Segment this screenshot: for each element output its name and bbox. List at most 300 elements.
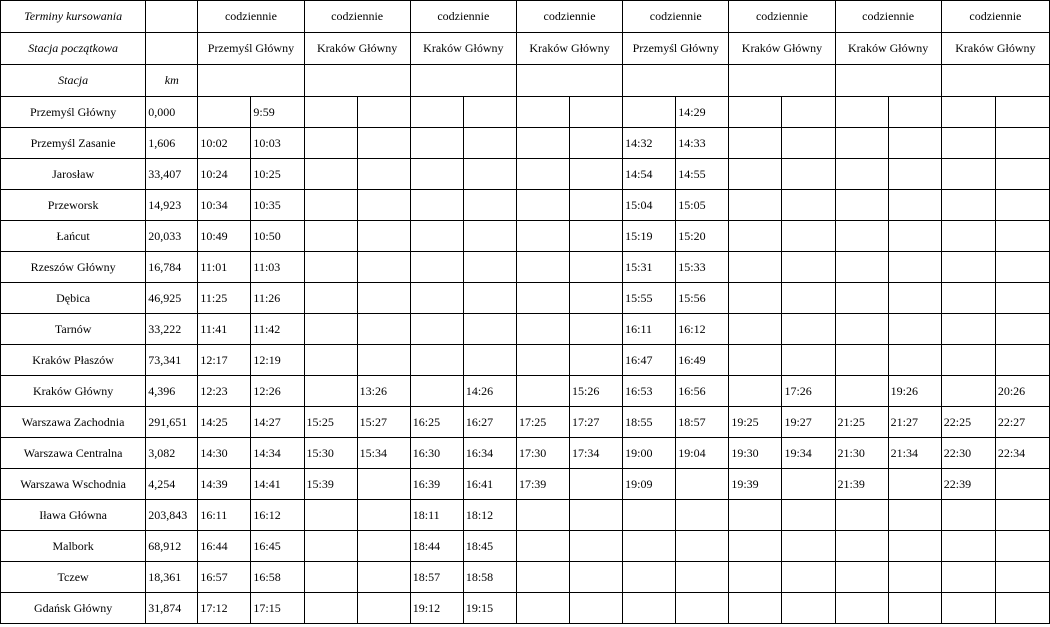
start-station-cell: Kraków Główny — [729, 33, 835, 65]
departure-time: 9:59 — [251, 97, 304, 128]
station-name: Przeworsk — [1, 190, 146, 221]
departure-time — [676, 469, 729, 500]
departure-time — [888, 252, 941, 283]
table-row — [1, 531, 1050, 562]
departure-time — [888, 190, 941, 221]
arrival-time — [941, 376, 995, 407]
departure-time: 16:12 — [251, 500, 304, 531]
station-name: Tarnów — [1, 314, 146, 345]
arrival-time — [516, 190, 569, 221]
table-row — [1, 345, 1050, 376]
arrival-time: 10:24 — [198, 159, 251, 190]
arrival-time — [516, 221, 569, 252]
arrival-time — [941, 345, 995, 376]
arrival-time — [835, 314, 888, 345]
arrival-time — [729, 376, 782, 407]
departure-time: 22:27 — [995, 407, 1049, 438]
arrival-time: 18:55 — [623, 407, 676, 438]
table-row — [1, 97, 1050, 128]
arrival-time — [516, 97, 569, 128]
arrival-time — [835, 190, 888, 221]
arrival-time — [623, 593, 676, 624]
arrival-time — [941, 252, 995, 283]
arrival-time — [516, 562, 569, 593]
empty-cell — [729, 65, 835, 97]
departure-time: 14:27 — [251, 407, 304, 438]
arrival-time — [729, 593, 782, 624]
departure-time: 16:49 — [676, 345, 729, 376]
arrival-time — [304, 314, 357, 345]
departure-time: 17:26 — [782, 376, 835, 407]
arrival-time — [729, 252, 782, 283]
arrival-time — [835, 345, 888, 376]
term-cell: codziennie — [623, 1, 729, 33]
empty-cell — [304, 65, 410, 97]
arrival-time — [729, 190, 782, 221]
arrival-time: 17:25 — [516, 407, 569, 438]
arrival-time — [304, 252, 357, 283]
km-value: 46,925 — [146, 283, 198, 314]
arrival-time — [304, 221, 357, 252]
arrival-time: 15:39 — [304, 469, 357, 500]
arrival-time — [516, 500, 569, 531]
departure-time: 15:56 — [676, 283, 729, 314]
arrival-time — [516, 345, 569, 376]
arrival-time — [729, 314, 782, 345]
arrival-time — [835, 252, 888, 283]
departure-time: 15:05 — [676, 190, 729, 221]
departure-time — [782, 190, 835, 221]
arrival-time — [516, 128, 569, 159]
departure-time — [463, 221, 516, 252]
term-cell: codziennie — [729, 1, 835, 33]
departure-time — [463, 190, 516, 221]
arrival-time — [941, 562, 995, 593]
departure-time: 14:41 — [251, 469, 304, 500]
departure-time: 19:04 — [676, 438, 729, 469]
arrival-time: 18:57 — [410, 562, 463, 593]
arrival-time: 12:17 — [198, 345, 251, 376]
departure-time — [995, 345, 1049, 376]
departure-time — [570, 252, 623, 283]
departure-time — [357, 314, 410, 345]
km-value: 14,923 — [146, 190, 198, 221]
arrival-time: 15:25 — [304, 407, 357, 438]
station-name: Warszawa Centralna — [1, 438, 146, 469]
arrival-time — [941, 531, 995, 562]
departure-time: 17:15 — [251, 593, 304, 624]
start-station-cell: Kraków Główny — [304, 33, 410, 65]
departure-time — [995, 469, 1049, 500]
arrival-time: 15:31 — [623, 252, 676, 283]
arrival-time: 16:11 — [623, 314, 676, 345]
table-row — [1, 159, 1050, 190]
departure-time: 16:45 — [251, 531, 304, 562]
arrival-time — [304, 97, 357, 128]
table-row — [1, 283, 1050, 314]
arrival-time: 21:39 — [835, 469, 888, 500]
table-row — [1, 469, 1050, 500]
arrival-time — [729, 97, 782, 128]
arrival-time: 16:57 — [198, 562, 251, 593]
km-value: 31,874 — [146, 593, 198, 624]
arrival-time — [729, 500, 782, 531]
header-row-start — [1, 33, 1050, 65]
arrival-time: 17:30 — [516, 438, 569, 469]
arrival-time — [304, 283, 357, 314]
arrival-time — [304, 190, 357, 221]
departure-time: 18:57 — [676, 407, 729, 438]
departure-time — [570, 314, 623, 345]
departure-time: 19:26 — [888, 376, 941, 407]
departure-time — [463, 345, 516, 376]
departure-time: 18:12 — [463, 500, 516, 531]
departure-time: 11:42 — [251, 314, 304, 345]
arrival-time — [304, 531, 357, 562]
arrival-time: 14:39 — [198, 469, 251, 500]
arrival-time — [623, 500, 676, 531]
departure-time: 12:19 — [251, 345, 304, 376]
km-value: 33,407 — [146, 159, 198, 190]
arrival-time — [835, 283, 888, 314]
departure-time — [676, 562, 729, 593]
arrival-time: 14:25 — [198, 407, 251, 438]
header-row-station — [1, 65, 1050, 97]
arrival-time — [623, 97, 676, 128]
departure-time: 14:33 — [676, 128, 729, 159]
departure-time — [463, 159, 516, 190]
departure-time — [570, 345, 623, 376]
departure-time: 18:58 — [463, 562, 516, 593]
departure-time — [357, 593, 410, 624]
departure-time — [570, 562, 623, 593]
arrival-time — [410, 97, 463, 128]
departure-time: 17:34 — [570, 438, 623, 469]
arrival-time: 19:25 — [729, 407, 782, 438]
departure-time — [888, 562, 941, 593]
arrival-time — [198, 97, 251, 128]
departure-time: 16:56 — [676, 376, 729, 407]
arrival-time — [410, 128, 463, 159]
arrival-time — [623, 531, 676, 562]
station-name: Przemyśl Główny — [1, 97, 146, 128]
start-station-cell: Przemyśl Główny — [623, 33, 729, 65]
departure-time — [357, 190, 410, 221]
terms-label: Terminy kursowania — [1, 1, 146, 33]
arrival-time: 16:30 — [410, 438, 463, 469]
departure-time: 16:41 — [463, 469, 516, 500]
station-name: Kraków Płaszów — [1, 345, 146, 376]
station-name: Tczew — [1, 562, 146, 593]
arrival-time — [941, 190, 995, 221]
station-name: Łańcut — [1, 221, 146, 252]
term-cell: codziennie — [516, 1, 622, 33]
km-value: 4,254 — [146, 469, 198, 500]
km-value: 4,396 — [146, 376, 198, 407]
departure-time — [995, 283, 1049, 314]
departure-time — [888, 469, 941, 500]
arrival-time: 16:39 — [410, 469, 463, 500]
departure-time: 19:15 — [463, 593, 516, 624]
arrival-time — [304, 500, 357, 531]
table-row — [1, 128, 1050, 159]
term-cell: codziennie — [198, 1, 304, 33]
km-label: km — [146, 65, 198, 97]
arrival-time: 22:30 — [941, 438, 995, 469]
arrival-time — [410, 252, 463, 283]
departure-time — [463, 97, 516, 128]
arrival-time — [516, 531, 569, 562]
departure-time: 15:34 — [357, 438, 410, 469]
km-value: 3,082 — [146, 438, 198, 469]
departure-time — [888, 283, 941, 314]
departure-time — [463, 314, 516, 345]
departure-time — [570, 190, 623, 221]
station-name: Warszawa Zachodnia — [1, 407, 146, 438]
arrival-time: 19:00 — [623, 438, 676, 469]
departure-time — [570, 500, 623, 531]
arrival-time: 17:39 — [516, 469, 569, 500]
departure-time — [357, 159, 410, 190]
departure-time — [357, 283, 410, 314]
term-cell: codziennie — [304, 1, 410, 33]
km-value: 20,033 — [146, 221, 198, 252]
table-row — [1, 221, 1050, 252]
arrival-time — [623, 562, 676, 593]
departure-time — [570, 469, 623, 500]
table-row — [1, 500, 1050, 531]
start-station-cell: Przemyśl Główny — [198, 33, 304, 65]
empty-cell — [146, 33, 198, 65]
arrival-time — [729, 562, 782, 593]
departure-time: 10:35 — [251, 190, 304, 221]
km-value: 291,651 — [146, 407, 198, 438]
station-label: Stacja — [1, 65, 146, 97]
km-value: 16,784 — [146, 252, 198, 283]
station-name: Rzeszów Główny — [1, 252, 146, 283]
departure-time — [782, 283, 835, 314]
station-name: Kraków Główny — [1, 376, 146, 407]
start-station-cell: Kraków Główny — [410, 33, 516, 65]
departure-time — [888, 314, 941, 345]
departure-time: 19:34 — [782, 438, 835, 469]
arrival-time — [304, 593, 357, 624]
departure-time — [782, 314, 835, 345]
departure-time — [782, 500, 835, 531]
arrival-time: 19:30 — [729, 438, 782, 469]
term-cell: codziennie — [410, 1, 516, 33]
start-station-cell: Kraków Główny — [941, 33, 1049, 65]
departure-time — [570, 159, 623, 190]
arrival-time — [941, 500, 995, 531]
departure-time: 10:50 — [251, 221, 304, 252]
departure-time: 14:55 — [676, 159, 729, 190]
departure-time — [463, 128, 516, 159]
arrival-time — [835, 376, 888, 407]
departure-time — [782, 159, 835, 190]
arrival-time — [516, 159, 569, 190]
arrival-time: 14:54 — [623, 159, 676, 190]
arrival-time: 16:53 — [623, 376, 676, 407]
station-name: Przemyśl Zasanie — [1, 128, 146, 159]
departure-time — [357, 252, 410, 283]
arrival-time — [835, 159, 888, 190]
departure-time — [995, 314, 1049, 345]
arrival-time — [729, 221, 782, 252]
arrival-time — [410, 376, 463, 407]
departure-time — [995, 562, 1049, 593]
departure-time: 22:34 — [995, 438, 1049, 469]
departure-time — [357, 531, 410, 562]
departure-time — [782, 97, 835, 128]
arrival-time: 15:19 — [623, 221, 676, 252]
arrival-time — [304, 159, 357, 190]
departure-time: 14:26 — [463, 376, 516, 407]
departure-time: 21:27 — [888, 407, 941, 438]
arrival-time: 18:44 — [410, 531, 463, 562]
departure-time — [357, 128, 410, 159]
header-row-terms — [1, 1, 1050, 33]
table-row — [1, 376, 1050, 407]
arrival-time — [729, 283, 782, 314]
arrival-time — [516, 252, 569, 283]
arrival-time — [304, 562, 357, 593]
arrival-time — [516, 593, 569, 624]
departure-time — [888, 128, 941, 159]
table-row — [1, 562, 1050, 593]
departure-time: 17:27 — [570, 407, 623, 438]
station-name: Iława Główna — [1, 500, 146, 531]
km-value: 33,222 — [146, 314, 198, 345]
term-cell: codziennie — [941, 1, 1049, 33]
table-row — [1, 252, 1050, 283]
arrival-time — [941, 314, 995, 345]
departure-time — [357, 345, 410, 376]
arrival-time: 16:44 — [198, 531, 251, 562]
departure-time: 15:20 — [676, 221, 729, 252]
arrival-time: 19:09 — [623, 469, 676, 500]
departure-time — [357, 469, 410, 500]
arrival-time: 16:11 — [198, 500, 251, 531]
departure-time — [676, 593, 729, 624]
arrival-time — [941, 593, 995, 624]
departure-time: 16:34 — [463, 438, 516, 469]
departure-time: 15:33 — [676, 252, 729, 283]
arrival-time: 11:25 — [198, 283, 251, 314]
departure-time — [357, 221, 410, 252]
empty-cell — [146, 1, 198, 33]
arrival-time: 17:12 — [198, 593, 251, 624]
empty-cell — [941, 65, 1049, 97]
arrival-time: 15:55 — [623, 283, 676, 314]
departure-time: 10:03 — [251, 128, 304, 159]
arrival-time — [835, 531, 888, 562]
empty-cell — [516, 65, 622, 97]
departure-time: 11:26 — [251, 283, 304, 314]
departure-time — [357, 562, 410, 593]
departure-time: 12:26 — [251, 376, 304, 407]
arrival-time — [941, 128, 995, 159]
arrival-time: 22:25 — [941, 407, 995, 438]
table-row — [1, 438, 1050, 469]
departure-time: 14:34 — [251, 438, 304, 469]
departure-time — [995, 221, 1049, 252]
departure-time: 20:26 — [995, 376, 1049, 407]
arrival-time: 22:39 — [941, 469, 995, 500]
table-row — [1, 314, 1050, 345]
departure-time: 16:27 — [463, 407, 516, 438]
arrival-time — [304, 376, 357, 407]
arrival-time — [941, 221, 995, 252]
arrival-time: 19:39 — [729, 469, 782, 500]
arrival-time: 12:23 — [198, 376, 251, 407]
arrival-time — [941, 283, 995, 314]
arrival-time: 18:11 — [410, 500, 463, 531]
departure-time: 18:45 — [463, 531, 516, 562]
table-row — [1, 593, 1050, 624]
arrival-time: 14:32 — [623, 128, 676, 159]
arrival-time — [410, 159, 463, 190]
departure-time: 21:34 — [888, 438, 941, 469]
empty-cell — [835, 65, 941, 97]
departure-time — [995, 593, 1049, 624]
departure-time — [782, 593, 835, 624]
departure-time — [782, 128, 835, 159]
arrival-time — [410, 283, 463, 314]
departure-time: 19:27 — [782, 407, 835, 438]
station-name: Malbork — [1, 531, 146, 562]
departure-time — [570, 128, 623, 159]
departure-time — [782, 469, 835, 500]
arrival-time: 16:47 — [623, 345, 676, 376]
arrival-time — [729, 531, 782, 562]
departure-time — [676, 500, 729, 531]
departure-time — [463, 283, 516, 314]
station-name: Warszawa Wschodnia — [1, 469, 146, 500]
arrival-time — [516, 283, 569, 314]
arrival-time — [835, 593, 888, 624]
arrival-time: 10:02 — [198, 128, 251, 159]
departure-time — [995, 97, 1049, 128]
departure-time — [570, 221, 623, 252]
empty-cell — [410, 65, 516, 97]
departure-time — [888, 345, 941, 376]
arrival-time: 19:12 — [410, 593, 463, 624]
departure-time — [782, 252, 835, 283]
departure-time — [676, 531, 729, 562]
arrival-time — [304, 128, 357, 159]
departure-time — [995, 159, 1049, 190]
departure-time — [570, 531, 623, 562]
departure-time: 11:03 — [251, 252, 304, 283]
departure-time — [463, 252, 516, 283]
km-value: 0,000 — [146, 97, 198, 128]
arrival-time — [410, 221, 463, 252]
departure-time — [995, 531, 1049, 562]
arrival-time — [835, 562, 888, 593]
arrival-time — [516, 376, 569, 407]
empty-cell — [623, 65, 729, 97]
arrival-time: 21:25 — [835, 407, 888, 438]
departure-time — [888, 500, 941, 531]
arrival-time — [835, 221, 888, 252]
departure-time — [782, 531, 835, 562]
departure-time — [357, 97, 410, 128]
km-value: 18,361 — [146, 562, 198, 593]
departure-time — [782, 562, 835, 593]
empty-cell — [198, 65, 304, 97]
departure-time: 10:25 — [251, 159, 304, 190]
